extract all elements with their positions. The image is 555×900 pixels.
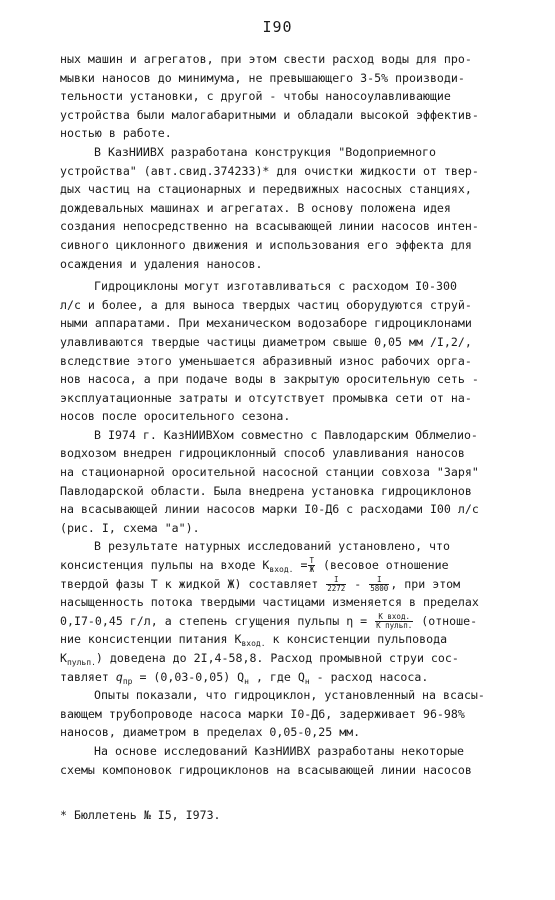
text-line: л/с и более, а для выноса твердых частиц оборудуются струй- [60,297,472,312]
text-line: Опыты показали, что гидроциклон, установленный на всасы- [94,688,485,703]
text-line: носов после оросительного сезона. [60,409,291,424]
text-line: дождевальных машинах и агрегатах. В основу положена идея [60,200,451,215]
text-line: нов насоса, а при подаче воды в закрытую оросительную сеть - [60,372,479,387]
text-line: устройства были малогабаритными и обладали высокой эффектив- [60,107,479,122]
text-line: эксплуатационные затраты и отсутствует промывка сети от на- [60,390,472,405]
fraction: $\frac{Т}{Ж}$ [309,556,314,575]
text-line: устройства" (авт.свид.374233)* для очистки жидкости от твер- [60,163,479,178]
text-line: водхозом внедрен гидроциклонный способ улавливания наносов [60,446,465,461]
text-line: В КазНИИВХ разработана конструкция "Водоприемного [94,144,437,159]
text-line: В I974 г. КазНИИВХом совместно с Павлодарским Облмелио- [94,427,478,442]
text-line: улавливаются твердые частицы диаметром свыше 0,05 мм /I,2/, [60,334,472,349]
text-line: тельности установки, с другой - чтобы наносоулавливающие [60,89,451,104]
text-line: вающем трубопроводе насоса марки I0-Д6, задерживает 96-98% [60,706,465,721]
formula-line: $К_{пульп.}$) доведена до 2I,4-58,8. Расход промывной струи сос- [60,651,459,667]
text-line: ных машин и агрегатов, при этом свести расход воды для про- [60,52,472,66]
formula-line: тавляет $q_{пр} = (0,03-0,05)$ $Q_н$ , где $Q_н$ - расход насоса. [60,669,429,686]
text-line: (рис. I, схема "а"). [60,520,200,535]
text-line: на стационарной оросительной насосной станции совхоза "Заря" [60,465,479,480]
formula-line: 0,I7-0,45 г/л, а степень сгущения пульпы η = $\frac{\text{К вход.}}{\text{К пульп.}}$ (отноше- [60,611,478,630]
formula-line: консистенция пульпы на входе $К_{вход.}$ = $\frac{Т}{Ж}$ (весовое отношение [60,556,449,575]
text-line: Павлодарской области. Была внедрена установка гидроциклонов [60,483,472,498]
footnote: * Бюллетень № I5, I973. [60,808,221,822]
text-line: создания непосредственно на всасывающей линии насосов интен- [60,219,479,234]
fraction: $\frac{\text{К вход.}}{\text{К пульп.}}$ [376,611,413,630]
fraction: $\frac{I}{5800}$ [370,574,389,593]
text-line: схемы компоновок гидроциклонов на всасывающей линии насосов [60,762,472,777]
text-line: ными аппаратами. При механическом водозаборе гидроциклонами [60,316,472,331]
text-line: наносов, диаметром в пределах 0,05-0,25 мм. [60,725,361,740]
formula-line: твердой фазы Т к жидкой Ж) составляет $\frac{I}{2272}$ - $\frac{I}{5800}$ , при этом [60,574,461,593]
formula-line: насыщенность потока твердыми частицами изменяется в пределах [60,595,479,610]
text-line: дых частиц на стационарных и передвижных насосных станциях, [60,182,472,197]
text-line: ностью в работе. [60,126,172,141]
text-line: В результате натурных исследований установлено, что [94,539,450,554]
page-number: I90 [262,18,293,36]
text-line: осаждения и удаления наносов. [60,256,263,271]
fraction: $\frac{I}{2272}$ [327,574,346,593]
body-text [60,50,516,779]
text-line: на всасывающей линии насосов марки I0-Д6 с расходами I00 л/с [60,502,479,517]
text-line: На основе исследований КазНИИВХ разработаны некоторые [94,743,464,758]
formula-line: ние консистенции питания $К_{вход.}$ к консистенции пульповода [60,632,448,649]
text-line: сивного циклонного движения и использования его эффекта для [60,237,472,252]
text-line: мывки наносов до минимума, не превышающего 3-5% производи- [60,70,465,85]
text-line: вследствие этого уменьшается абразивный износ рабочих орга- [60,353,472,368]
text-line: Гидроциклоны могут изготавливаться с расходом I0-300 [94,279,457,294]
